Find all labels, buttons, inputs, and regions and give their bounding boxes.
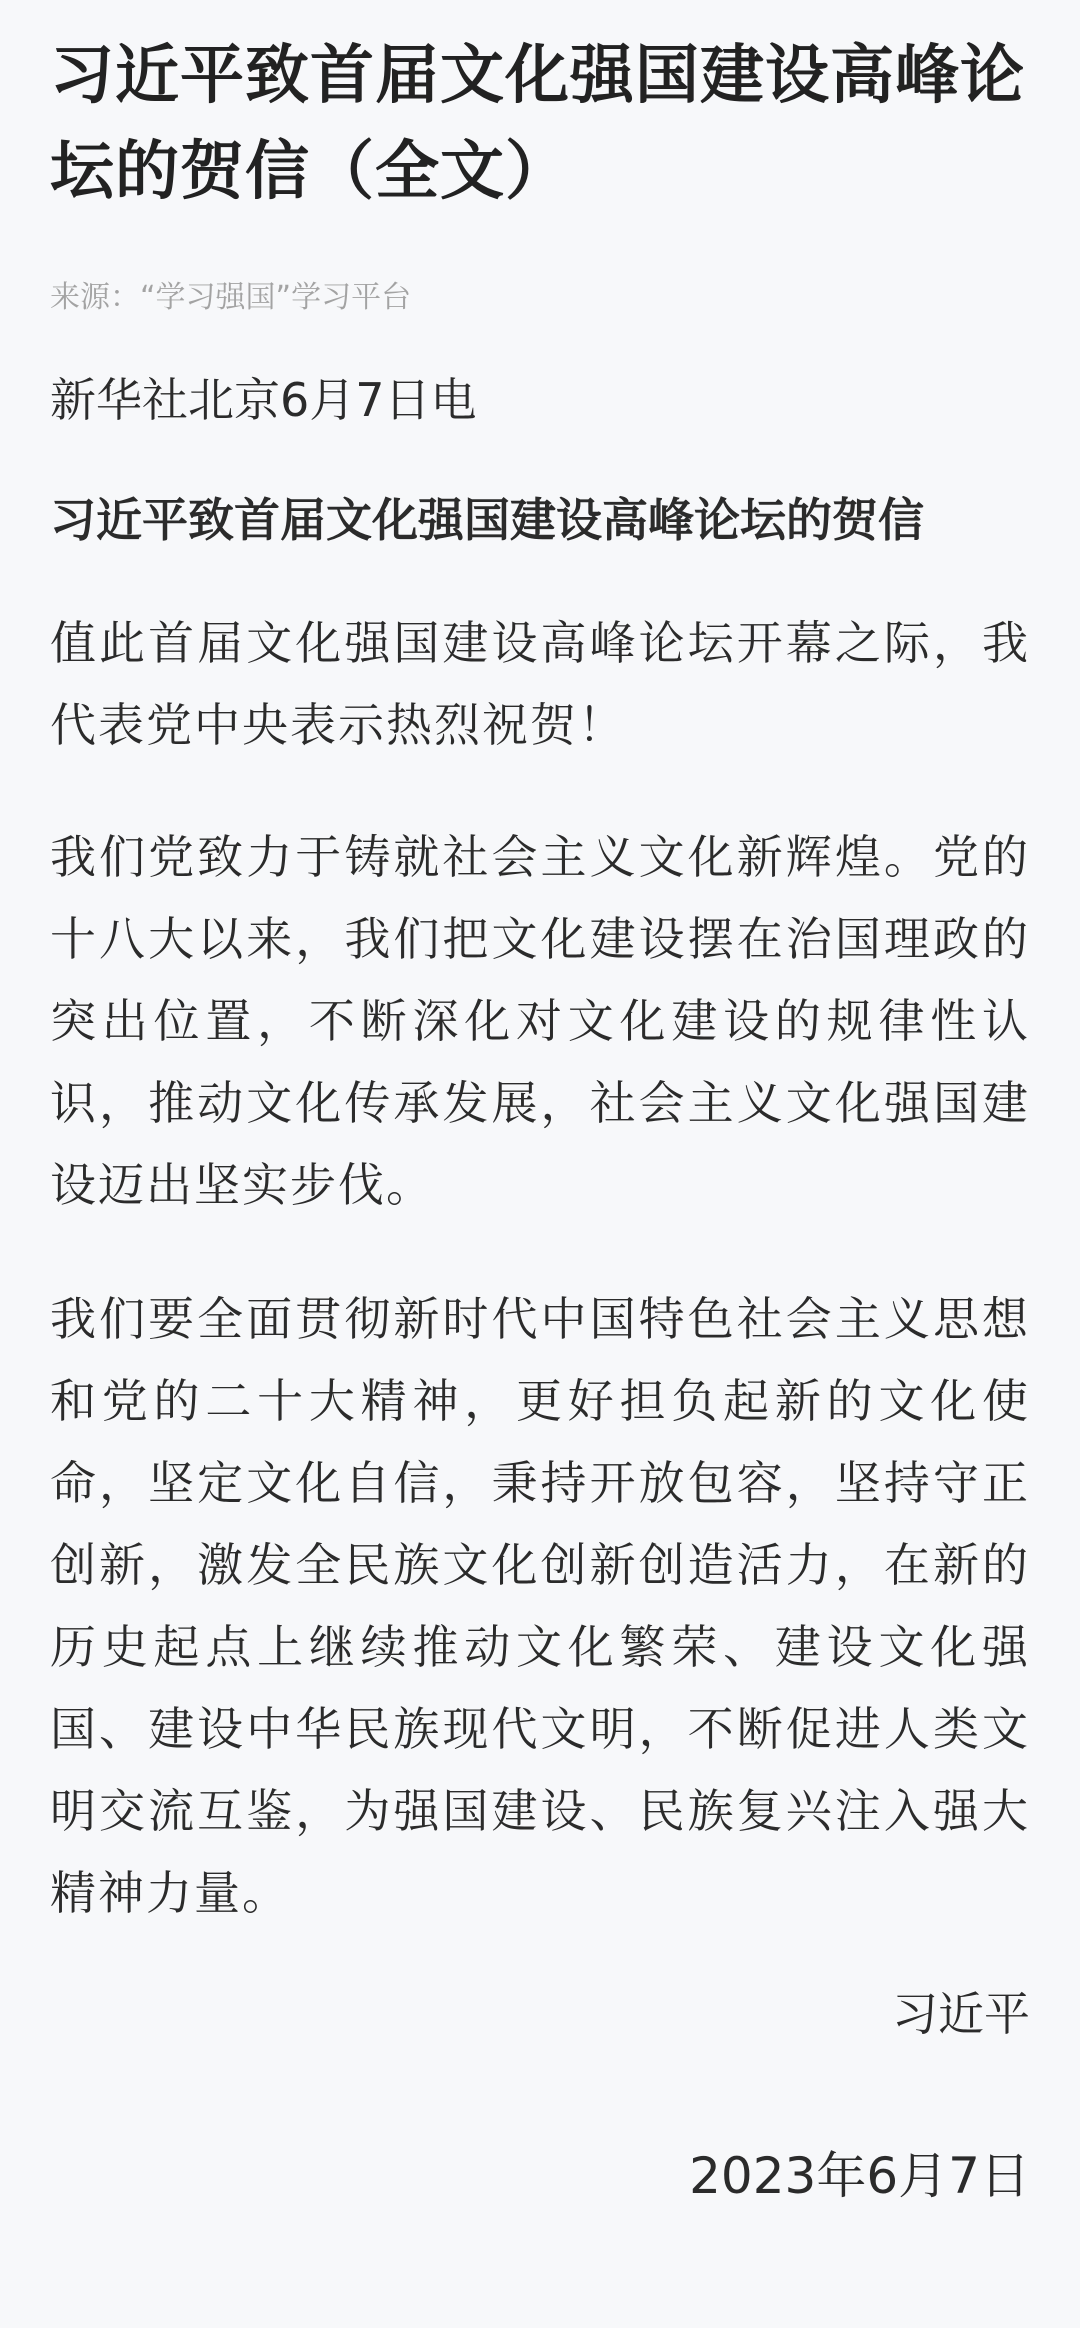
letter-paragraph-3: 我们要全面贯彻新时代中国特色社会主义思想和党的二十大精神，更好担负起新的文化使命，坚定文化自信，秉持开放包容，坚持守正创新，激发全民族文化创新创造活力，在新的历史起点上继续推动文化繁荣、建设文化强国、建设中华民族现代文明，不断促进人类文明交流互鉴，为强国建设、民族复兴注入强大精神力量。 [50,1292,1030,1920]
letter-paragraph-2: 我们党致力于铸就社会主义文化新辉煌。党的十八大以来，我们把文化建设摆在治国理政的突出位置，不断深化对文化建设的规律性认识，推动文化传承发展，社会主义文化强国建设迈出坚实步伐。 [50,830,1030,1212]
letter-heading: 习近平致首届文化强国建设高峰论坛的贺信 [50,493,924,547]
letter-signature: 习近平 [892,1987,1030,2041]
article-dateline: 新华社北京6月7日电 [50,373,477,427]
article-title: 习近平致首届文化强国建设高峰论坛的贺信（全文） [50,39,1025,209]
letter-paragraph-1: 值此首届文化强国建设高峰论坛开幕之际，我代表党中央表示热烈祝贺！ [50,616,1030,752]
letter-date: 2023年6月7日 [689,2147,1030,2205]
article-source: 来源：“学习强国”学习平台 [50,280,412,315]
